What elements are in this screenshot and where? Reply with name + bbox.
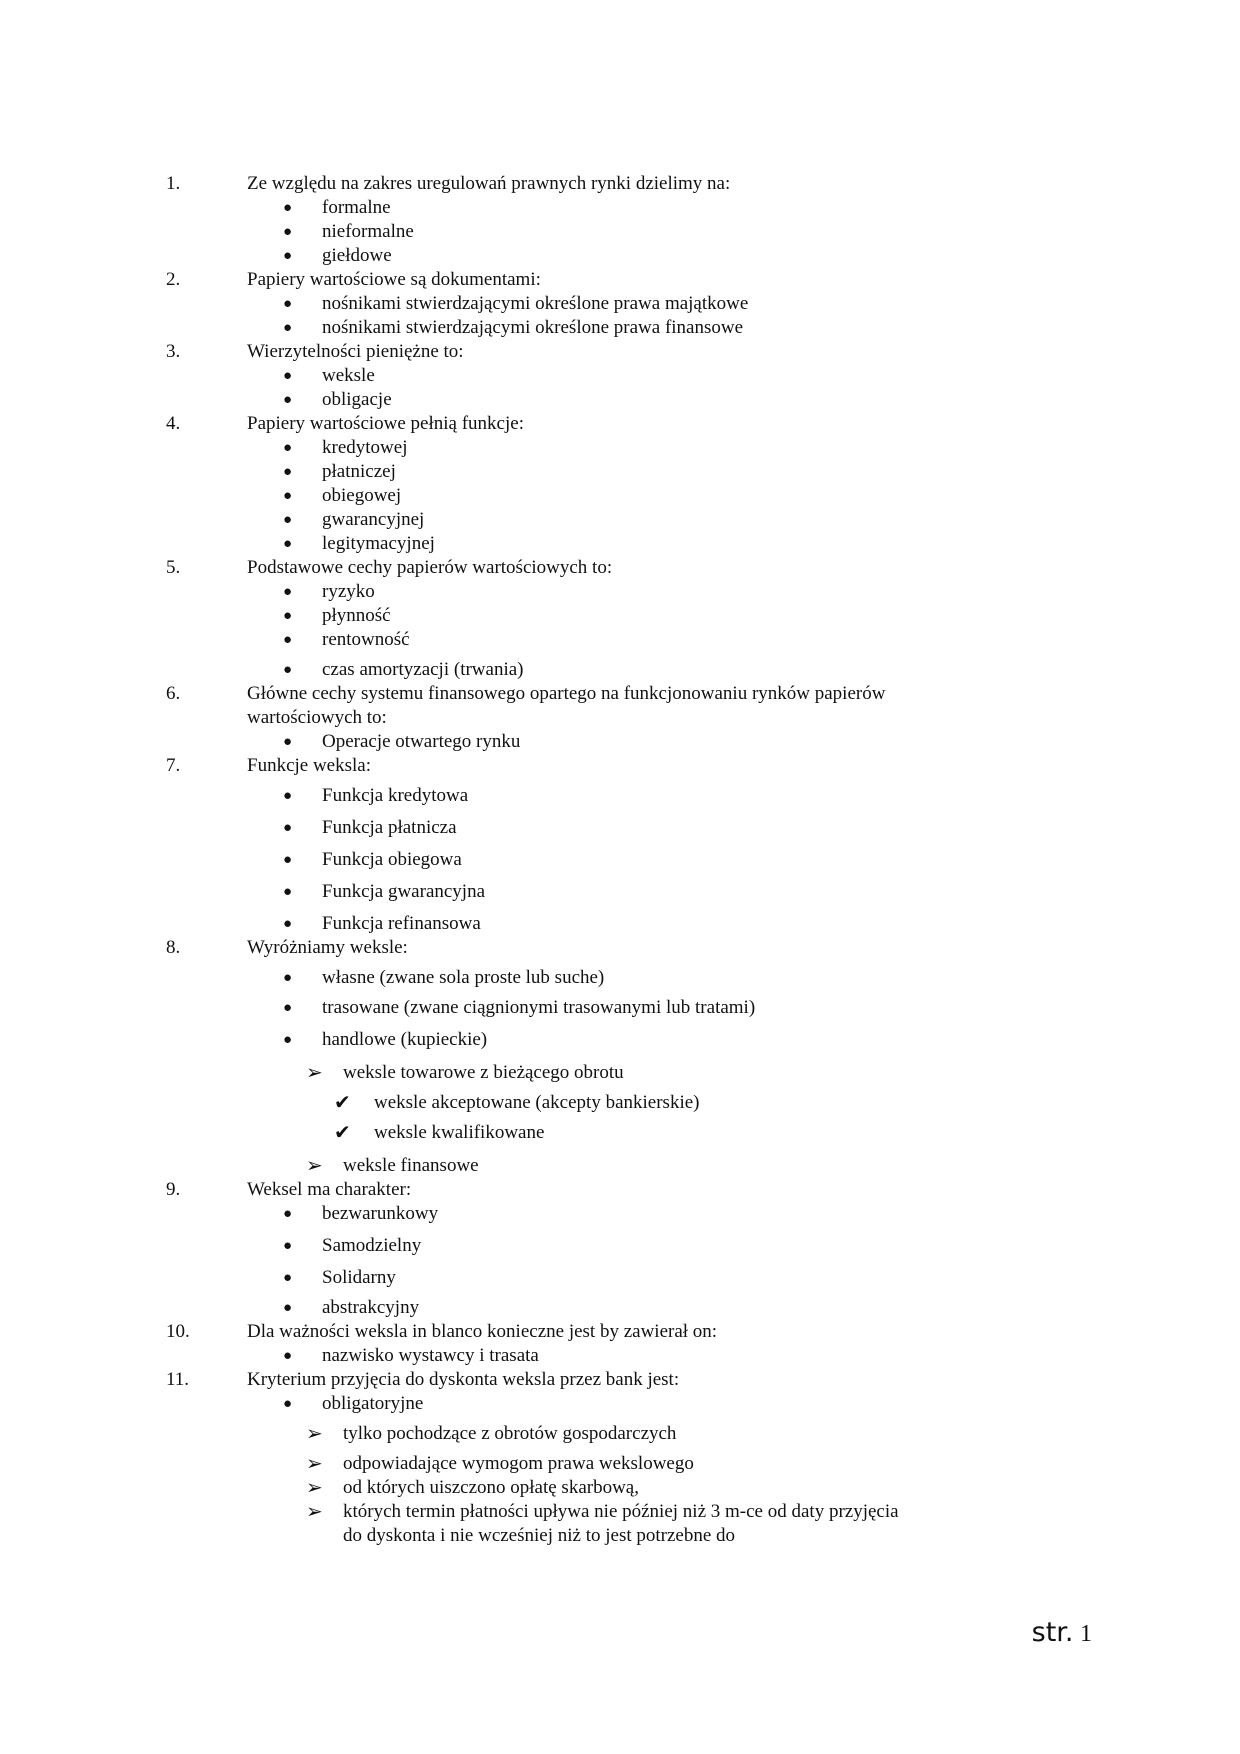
list-item: ● Operacje otwartego rynku [283, 731, 521, 752]
bullet-icon: ● [283, 1206, 293, 1222]
question-number: 10. [166, 1321, 190, 1342]
document-body [0, 172, 1240, 1548]
question-text: Wierzytelności pieniężne to: [247, 341, 464, 362]
question-text: Wyróżniamy weksle: [247, 937, 408, 958]
list-item: ● kredytowej [283, 437, 408, 458]
question-number: 5. [166, 557, 181, 578]
question-text: Weksel ma charakter: [247, 1179, 412, 1200]
question-7 [0, 754, 1240, 778]
list-item: ➢ od których uiszczono opłatę skarbową, [306, 1477, 639, 1499]
list-item: ➢ odpowiadające wymogom prawa wekslowego [306, 1453, 694, 1475]
list-item: ✔ weksle kwalifikowane [334, 1122, 545, 1144]
list-item: ● Samodzielny [283, 1235, 422, 1256]
question-number: 1. [166, 173, 181, 194]
list-item: ✔ weksle akceptowane (akcepty bankierskie) [334, 1092, 700, 1114]
list-item: ● bezwarunkowy [283, 1203, 439, 1224]
question-6 [0, 682, 1240, 730]
bullet-icon: ● [283, 584, 293, 600]
question-text: Dla ważności weksla in blanco konieczne jest by zawierał on: [247, 1321, 718, 1342]
checkmark-icon: ✔ [334, 1122, 351, 1144]
question-8 [0, 936, 1240, 960]
page-label: str. [1031, 1617, 1074, 1648]
bullet-icon: ● [283, 440, 293, 456]
page-footer [1032, 1618, 1092, 1649]
bullet-icon: ● [283, 1000, 293, 1016]
bullet-icon: ● [283, 488, 293, 504]
list-item: ● własne (zwane sola proste lub suche) [283, 967, 605, 988]
question-number: 6. [166, 683, 181, 704]
list-item: ● nośnikami stwierdzającymi określone prawa majątkowe [283, 293, 749, 314]
bullet-icon: ● [283, 368, 293, 384]
bullet-icon: ● [283, 1300, 293, 1316]
question-number: 7. [166, 755, 181, 776]
question-2 [0, 268, 1240, 292]
bullet-icon: ● [283, 512, 293, 528]
question-number: 9. [166, 1179, 181, 1200]
bullet-icon: ● [283, 320, 293, 336]
arrowhead-bullet-icon: ➢ [306, 1453, 323, 1475]
bullet-icon: ● [283, 296, 293, 312]
arrowhead-bullet-icon: ➢ [306, 1423, 323, 1445]
page-number: 1 [1080, 1621, 1092, 1647]
question-text: Kryterium przyjęcia do dyskonta weksla przez bank jest: [247, 1369, 680, 1390]
bullet-icon: ● [283, 916, 293, 932]
question-text: Ze względu na zakres uregulowań prawnych rynki dzielimy na: [247, 173, 731, 194]
bullet-icon: ● [283, 1238, 293, 1254]
question-9 [0, 1178, 1240, 1202]
bullet-icon: ● [283, 536, 293, 552]
bullet-icon: ● [283, 1032, 293, 1048]
list-item: ➢ weksle towarowe z bieżącego obrotu [306, 1062, 624, 1084]
list-item: ● Funkcja kredytowa [283, 785, 469, 806]
bullet-icon: ● [283, 608, 293, 624]
list-item: ● Funkcja gwarancyjna [283, 881, 486, 902]
list-item: ➢ których termin płatności upływa nie później niż 3 m-ce od daty przyjęcia do dyskonta i nie wcześniej niż to jest potrzebne do [306, 1501, 899, 1546]
bullet-icon: ● [283, 200, 293, 216]
bullet-icon: ● [283, 820, 293, 836]
list-item: ● Solidarny [283, 1267, 396, 1288]
question-number: 3. [166, 341, 181, 362]
list-item: ● nośnikami stwierdzającymi określone prawa finansowe [283, 317, 744, 338]
list-item: ● handlowe (kupieckie) [283, 1029, 488, 1050]
list-item: ● obiegowej [283, 485, 402, 506]
list-item: ● gwarancyjnej [283, 509, 425, 530]
bullet-icon: ● [283, 1396, 293, 1412]
question-text: Podstawowe cechy papierów wartościowych to: [247, 557, 613, 578]
list-item: ● rentowność [283, 629, 410, 650]
list-item: ➢ tylko pochodzące z obrotów gospodarczych [306, 1423, 677, 1445]
list-item: ● formalne [283, 197, 391, 218]
bullet-icon: ● [283, 662, 293, 678]
list-item: ● Funkcja refinansowa [283, 913, 481, 934]
arrowhead-bullet-icon: ➢ [306, 1155, 323, 1177]
list-item: ● legitymacyjnej [283, 533, 435, 554]
question-number: 8. [166, 937, 181, 958]
question-number: 11. [166, 1369, 190, 1390]
arrowhead-bullet-icon: ➢ [306, 1501, 323, 1523]
question-3 [0, 340, 1240, 364]
list-item: ● czas amortyzacji (trwania) [283, 659, 524, 680]
list-item: ● obligacje [283, 389, 392, 410]
list-item: ● Funkcja płatnicza [283, 817, 457, 838]
question-5 [0, 556, 1240, 580]
checkmark-icon: ✔ [334, 1092, 351, 1114]
question-10 [0, 1320, 1240, 1344]
list-item: ● trasowane (zwane ciągnionymi trasowanymi lub tratami) [283, 997, 756, 1018]
bullet-icon: ● [283, 392, 293, 408]
question-text: Główne cechy systemu finansowego opartego na funkcjonowaniu rynków papierów wartościowych to: [247, 683, 886, 728]
list-item: ● nazwisko wystawcy i trasata [283, 1345, 539, 1366]
bullet-icon: ● [283, 1270, 293, 1286]
list-item: ● płynność [283, 605, 391, 626]
bullet-icon: ● [283, 788, 293, 804]
question-text: Papiery wartościowe są dokumentami: [247, 269, 541, 290]
bullet-icon: ● [283, 464, 293, 480]
bullet-icon: ● [283, 970, 293, 986]
list-item: ● weksle [283, 365, 375, 386]
bullet-icon: ● [283, 224, 293, 240]
question-number: 4. [166, 413, 181, 434]
arrowhead-bullet-icon: ➢ [306, 1477, 323, 1499]
question-4 [0, 412, 1240, 436]
bullet-icon: ● [283, 632, 293, 648]
bullet-icon: ● [283, 884, 293, 900]
question-number: 2. [166, 269, 181, 290]
list-item: ● płatniczej [283, 461, 396, 482]
list-item: ● nieformalne [283, 221, 414, 242]
bullet-icon: ● [283, 852, 293, 868]
bullet-icon: ● [283, 734, 293, 750]
list-item: ● obligatoryjne [283, 1393, 424, 1414]
question-text: Funkcje weksla: [247, 755, 372, 776]
question-1 [0, 172, 1240, 196]
arrowhead-bullet-icon: ➢ [306, 1062, 323, 1084]
question-text: Papiery wartościowe pełnią funkcje: [247, 413, 524, 434]
list-item: ● giełdowe [283, 245, 392, 266]
list-item: ● abstrakcyjny [283, 1297, 420, 1318]
list-item: ● Funkcja obiegowa [283, 849, 462, 870]
list-item: ● ryzyko [283, 581, 375, 602]
question-11 [0, 1368, 1240, 1392]
bullet-icon: ● [283, 248, 293, 264]
bullet-icon: ● [283, 1348, 293, 1364]
list-item: ➢ weksle finansowe [306, 1155, 479, 1177]
